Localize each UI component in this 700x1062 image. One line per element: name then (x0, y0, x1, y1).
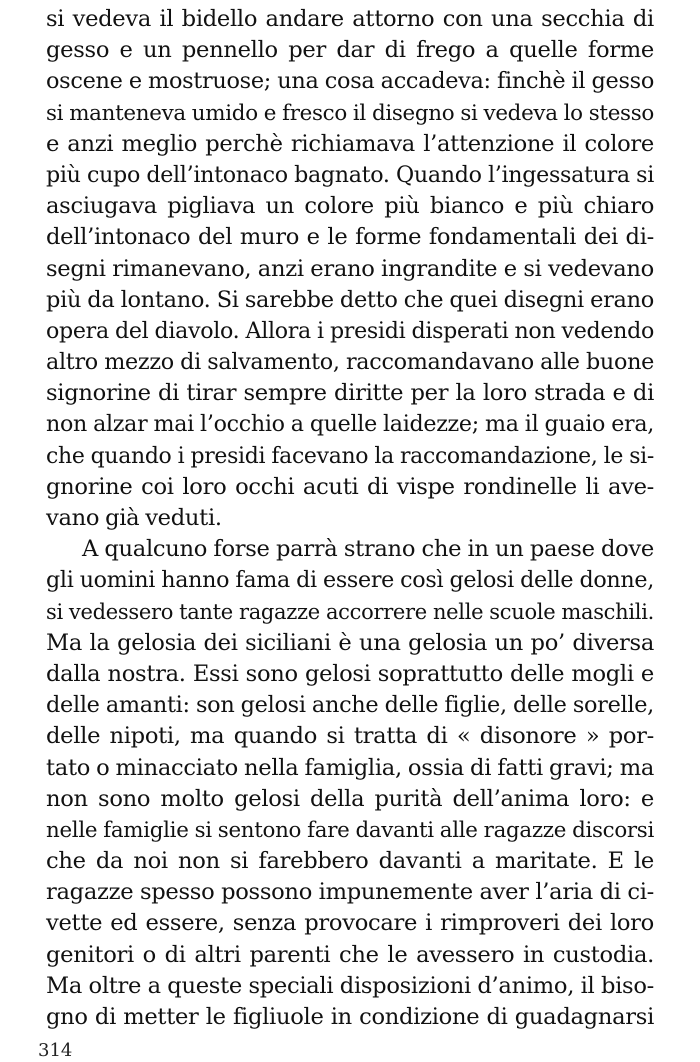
text-line: opera del diavolo. Allora i presidi disperati non vedendo (46, 317, 654, 344)
text-line: si vedessero tante ragazze accorrere nelle scuole maschili. (46, 599, 654, 624)
text-line: non sono molto gelosi della purità dell’anima loro: e (46, 785, 654, 812)
text-line: asciugava pigliava un colore più bianco e più chiaro (46, 193, 654, 220)
text-line: Ma la gelosia dei siciliani è una gelosia un po’ diversa (46, 629, 654, 656)
page-number: 314 (38, 1040, 73, 1061)
text-line: che quando i presidi facevano la raccomandazione, le si- (46, 443, 654, 469)
text-line: ragazze spesso possono impunemente aver l’aria di ci- (46, 879, 654, 906)
text-line: gli uomini hanno fama di essere così gelosi delle donne, (46, 567, 654, 594)
text-line: e anzi meglio perchè richiamava l’attenzione il colore (46, 130, 654, 157)
text-line: si vedeva il bidello andare attorno con una secchia di (46, 6, 654, 32)
text-line: che da noi non si farebbero davanti a maritate. E le (46, 848, 654, 875)
text-line: signorine di tirar sempre diritte per la loro strada e di (46, 380, 654, 407)
paragraph-1 (46, 4, 654, 534)
text-line: dalla nostra. Essi sono gelosi soprattutto delle mogli e (46, 660, 654, 687)
text-line: più da lontano. Si sarebbe detto che quei disegni erano (46, 286, 654, 313)
text-line: più cupo dell’intonaco bagnato. Quando l’ingessatura si (46, 161, 654, 188)
text-line: altro mezzo di salvamento, raccomandavano alle buone (46, 349, 654, 376)
text-line: genitori o di altri parenti che le avessero in custodia. (46, 941, 654, 968)
text-line: tato o minacciato nella famiglia, ossia di fatti gravi; ma (46, 754, 654, 781)
text-line: segni rimanevano, anzi erano ingrandite e si vedevano (46, 255, 654, 282)
text-line: A qualcuno forse parrà strano che in un paese dove (82, 536, 654, 563)
text-line: vano già veduti. (46, 505, 222, 531)
paragraph-text (46, 534, 654, 1033)
text-line: vette ed essere, senza provocare i rimproveri dei loro (46, 910, 654, 937)
document-page (46, 4, 654, 1033)
text-line: delle amanti: son gelosi anche delle figlie, delle sorelle, (46, 692, 654, 719)
text-line: gnorine coi loro occhi acuti di vispe rondinelle li ave- (46, 473, 654, 500)
text-line: non alzar mai l’occhio a quelle laidezze; ma il guaio era, (46, 411, 654, 438)
text-line: gno di metter le figliuole in condizione di guadagnarsi (46, 1004, 654, 1030)
text-line: delle nipoti, ma quando si tratta di « disonore » por- (46, 723, 654, 750)
text-line: dell’intonaco del muro e le forme fondamentali dei di- (46, 224, 654, 251)
text-line: si manteneva umido e fresco il disegno si vedeva lo stesso (46, 100, 654, 126)
text-line: nelle famiglie si sentono fare davanti alle ragazze discorsi (46, 817, 654, 843)
text-line: gesso e un pennello per dar di frego a quelle forme (46, 37, 654, 64)
text-line: oscene e mostruose; una cosa accadeva: finchè il gesso (46, 68, 654, 95)
paragraph-2 (46, 534, 654, 1033)
paragraph-text (46, 4, 654, 534)
text-line: Ma oltre a queste speciali disposizioni d’animo, il biso- (46, 972, 654, 999)
